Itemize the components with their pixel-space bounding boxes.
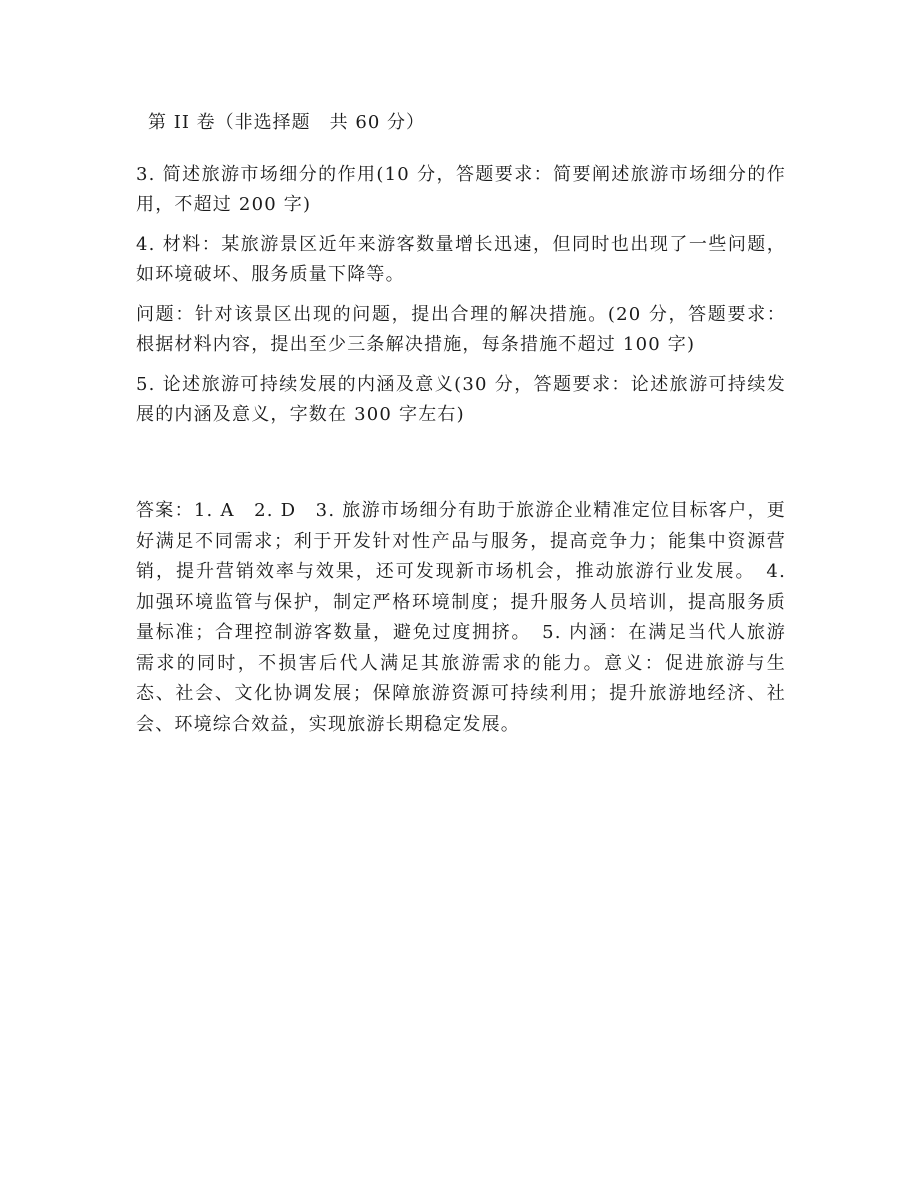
answer-key: 答案：1. A 2. D 3. 旅游市场细分有助于旅游企业精准定位目标客户，更好满足不同需求；利于开发针对性产品与服务，提高竞争力；能集中资源营销，提升营销效率与效果，还可发现新市场机会，推动旅游行业发展。 4. 加强环境监管与保护，制定严格环境制度；提升服务人员培训，提高服务质量标准；合理控制游客数量，避免过度拥挤。 5. 内涵：在满足当代人旅游需求的同时，不损害后代人满足其旅游需求的能力。意义：促进旅游与生态、社会、文化协调发展；保障旅游资源可持续利用；提升旅游地经济、社会、环境综合效益，实现旅游长期稳定发展。 [136,500,786,735]
section-title: 第 II 卷（非选择题 共 60 分） [148,112,426,133]
spacer [136,440,786,496]
document-content [136,108,786,740]
question-4-prompt: 问题：针对该景区出现的问题，提出合理的解决措施。(20 分，答题要求：根据材料内容，提出至少三条解决措施，每条措施不超过 100 字) [136,304,786,355]
question-5: 5. 论述旅游可持续发展的内涵及意义(30 分，答题要求：论述旅游可持续发展的内涵及意义，字数在 300 字左右) [136,374,786,425]
question-3: 3. 简述旅游市场细分的作用(10 分，答题要求：简要阐述旅游市场细分的作用，不超过 200 字) [136,164,786,215]
question-4-material: 4. 材料：某旅游景区近年来游客数量增长迅速，但同时也出现了一些问题，如环境破坏、服务质量下降等。 [136,234,786,285]
